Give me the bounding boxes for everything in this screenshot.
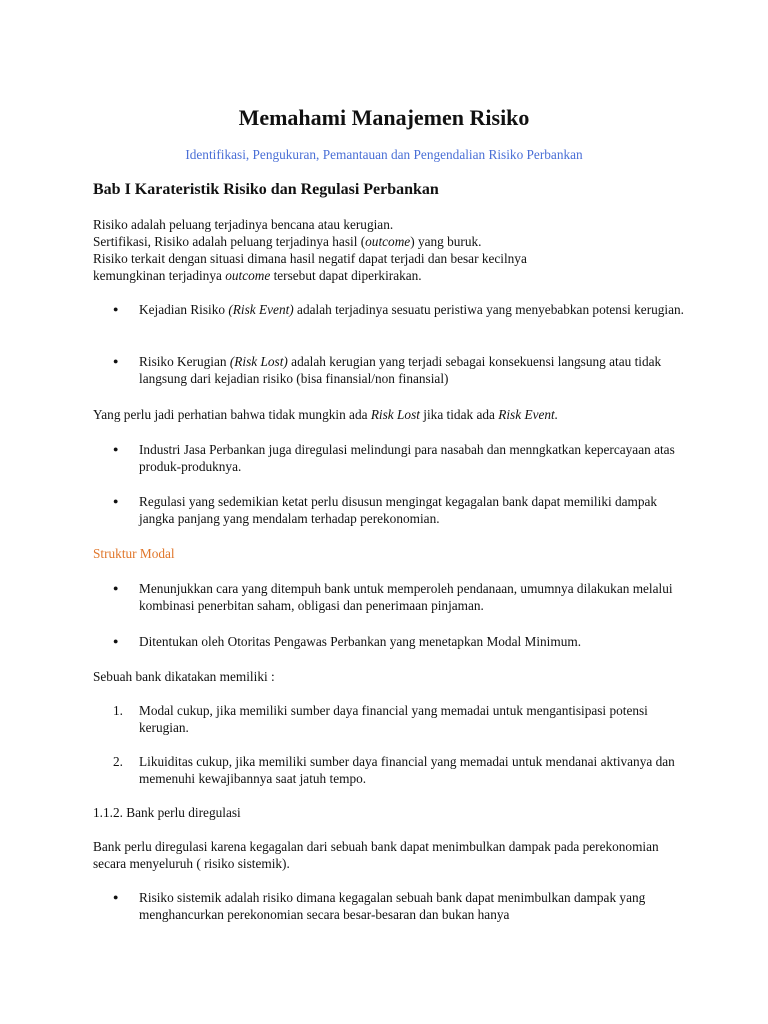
list-item-text: Risiko sistemik adalah risiko dimana kegagalan sebuah bank dapat menimbulkan dampak yang menghancurkan perekonomian secara besar-besaran dan bukan hanya [139,890,646,922]
bullet-icon: ● [113,444,119,454]
list-item-text: Risiko Kerugian (Risk Lost) adalah kerugian yang terjadi sebagai konsekuensi langsung atau tidak langsung dari kejadian risiko (bisa finansial/non finansial) [139,354,662,386]
bullet-icon: ● [113,892,119,902]
intro-paragraph [93,216,683,284]
numbered-item-text: Modal cukup, jika memiliki sumber daya financial yang memadai untuk mengantisipasi potensi kerugian. [139,703,648,735]
chapter-heading: Bab I Karateristik Risiko dan Regulasi Perbankan [93,181,439,198]
bullet-icon: ● [113,583,119,593]
bullet-icon: ● [113,304,119,314]
intro-line: Sertifikasi, Risiko adalah peluang terjadinya hasil (outcome) yang buruk. [93,234,482,249]
subsection-heading: 1.1.2. Bank perlu diregulasi [93,805,241,820]
bullet-icon: ● [113,356,119,366]
list-item-text: Industri Jasa Perbankan juga diregulasi melindungi para nasabah dan menngkatkan kepercayaan atas produk-produknya. [139,442,675,474]
regulation-paragraph: Bank perlu diregulasi karena kegagalan dari sebuah bank dapat menimbulkan dampak pada perekonomian secara menyeluruh ( risiko sistemik). [93,839,659,871]
intro-line: kemungkinan terjadinya outcome tersebut dapat diperkirakan. [93,268,422,283]
section-heading-struktur-modal: Struktur Modal [93,546,175,561]
intro-line: Risiko terkait dengan situasi dimana hasil negatif dapat terjadi dan besar kecilnya [93,251,527,266]
numbered-item-text: Likuiditas cukup, jika memiliki sumber daya financial yang memadai untuk mendanai aktivanya dan memenuhi kewajibannya saat jatuh tempo. [139,754,675,786]
bullet-icon: ● [113,636,119,646]
page-subtitle: Identifikasi, Pengukuran, Pemantauan dan Pengendalian Risiko Perbankan [185,147,583,162]
item-number: 1. [113,703,123,718]
page-title: Memahami Manajemen Risiko [238,105,530,130]
list-item-text: Ditentukan oleh Otoritas Pengawas Perbankan yang menetapkan Modal Minimum. [139,634,582,649]
list-item-text: Regulasi yang sedemikian ketat perlu disusun mengingat kegagalan bank dapat memiliki dampak jangka panjang yang mendalam terhadap perekonomian. [139,494,658,526]
bullet-icon: ● [113,496,119,506]
intro-line: Risiko adalah peluang terjadinya bencana atau kerugian. [93,217,394,232]
item-number: 2. [113,754,123,769]
note-paragraph: Yang perlu jadi perhatian bahwa tidak mungkin ada Risk Lost jika tidak ada Risk Event. [93,407,559,422]
list-item-text: Kejadian Risiko (Risk Event) adalah terjadinya sesuatu peristiwa yang menyebabkan potensi kerugian. [139,302,684,317]
lead-paragraph: Sebuah bank dikatakan memiliki : [93,669,275,684]
list-item-text: Menunjukkan cara yang ditempuh bank untuk memperoleh pendanaan, umumnya dilakukan melalui kombinasi penerbitan saham, obligasi dan penerimaan pinjaman. [139,581,673,613]
